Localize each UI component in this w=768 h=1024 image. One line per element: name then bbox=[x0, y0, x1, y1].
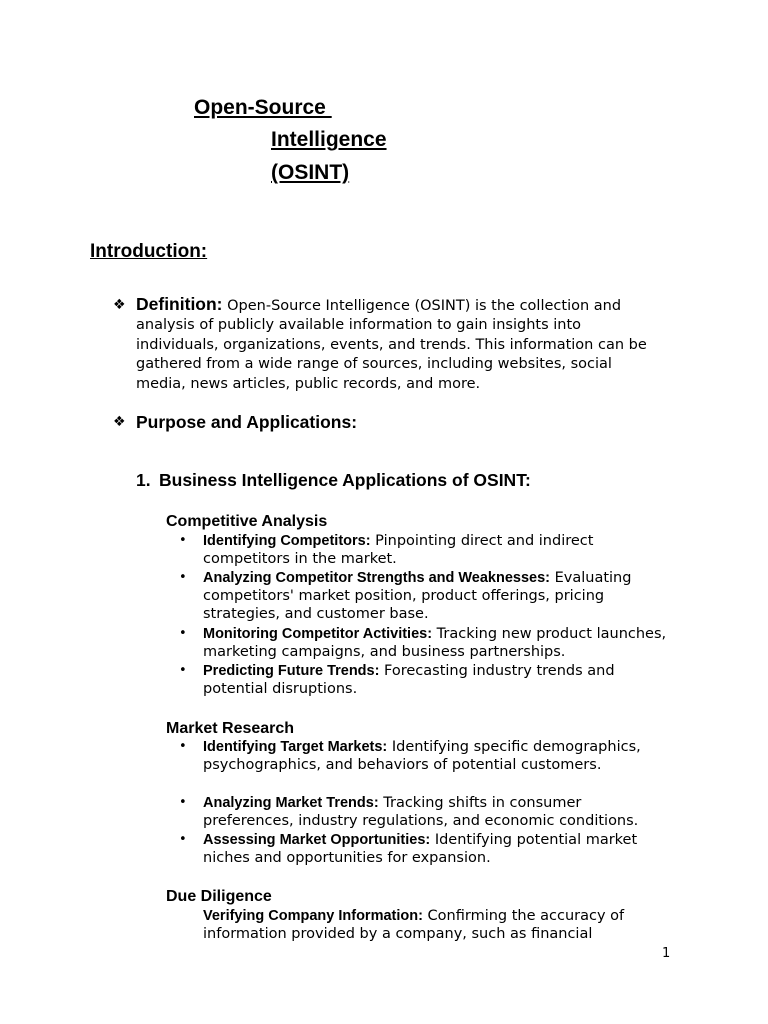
list-item bbox=[203, 569, 673, 624]
item-label: Verifying Company Information: bbox=[203, 908, 423, 924]
definition-text: Open-Source Intelligence (OSINT) is the collection and analysis of publicly available information to gain insights into individuals, organizations, events, and trends. This information can be gathered from a wide range of sources, including websites, social media, news articles, public records, and more. bbox=[136, 298, 647, 392]
definition-label: Definition: bbox=[136, 294, 223, 314]
item-text: Tracking shifts in consumer preferences, industry regulations, and economic conditions. bbox=[203, 795, 639, 830]
title-line-2: Intelligence bbox=[271, 128, 387, 151]
page-number: 1 bbox=[662, 946, 671, 961]
item-text: Identifying potential market niches and opportunities for expansion. bbox=[203, 832, 638, 867]
title-line-1: Open-Source bbox=[194, 96, 332, 119]
item-text: Confirming the accuracy of information provided by a company, such as financial bbox=[203, 908, 625, 943]
item-label: Analyzing Competitor Strengths and Weaknesses: bbox=[203, 570, 550, 586]
list-item bbox=[203, 662, 673, 698]
item-label: Analyzing Market Trends: bbox=[203, 795, 379, 811]
purpose-heading: Purpose and Applications: bbox=[136, 412, 358, 432]
subsection-heading: Market Research bbox=[166, 720, 295, 737]
list-item bbox=[203, 738, 673, 774]
list-item bbox=[203, 625, 673, 661]
introduction-heading: Introduction: bbox=[90, 241, 208, 262]
subsection-heading: Competitive Analysis bbox=[166, 513, 328, 530]
item-label: Assessing Market Opportunities: bbox=[203, 832, 431, 848]
item-text: Forecasting industry trends and potential disruptions. bbox=[203, 663, 615, 698]
list-item bbox=[203, 907, 673, 944]
item-label: Monitoring Competitor Activities: bbox=[203, 626, 433, 642]
item-label: Identifying Competitors: bbox=[203, 533, 371, 549]
list-item bbox=[203, 794, 673, 830]
section-number: 1. bbox=[136, 470, 151, 490]
diamond-bullet-icon: ❖ bbox=[113, 297, 126, 313]
item-label: Identifying Target Markets: bbox=[203, 739, 388, 755]
item-text: Tracking new product launches, marketing campaigns, and business partnerships. bbox=[203, 626, 667, 661]
definition-paragraph bbox=[136, 295, 666, 394]
item-text: Identifying specific demographics, psychographics, and behaviors of potential customers. bbox=[203, 739, 641, 774]
list-item bbox=[203, 831, 673, 867]
section-title: Business Intelligence Applications of OSINT: bbox=[159, 470, 531, 490]
diamond-bullet-icon: ❖ bbox=[113, 414, 126, 430]
subsection-heading: Due Diligence bbox=[166, 888, 272, 905]
title-line-3: (OSINT) bbox=[271, 161, 350, 184]
item-text: Evaluating competitors' market position, product offerings, pricing strategies, and customer base. bbox=[203, 570, 632, 623]
list-item bbox=[203, 532, 673, 568]
item-text: Pinpointing direct and indirect competitors in the market. bbox=[203, 533, 594, 568]
section-1-heading bbox=[136, 470, 531, 491]
item-label: Predicting Future Trends: bbox=[203, 663, 380, 679]
